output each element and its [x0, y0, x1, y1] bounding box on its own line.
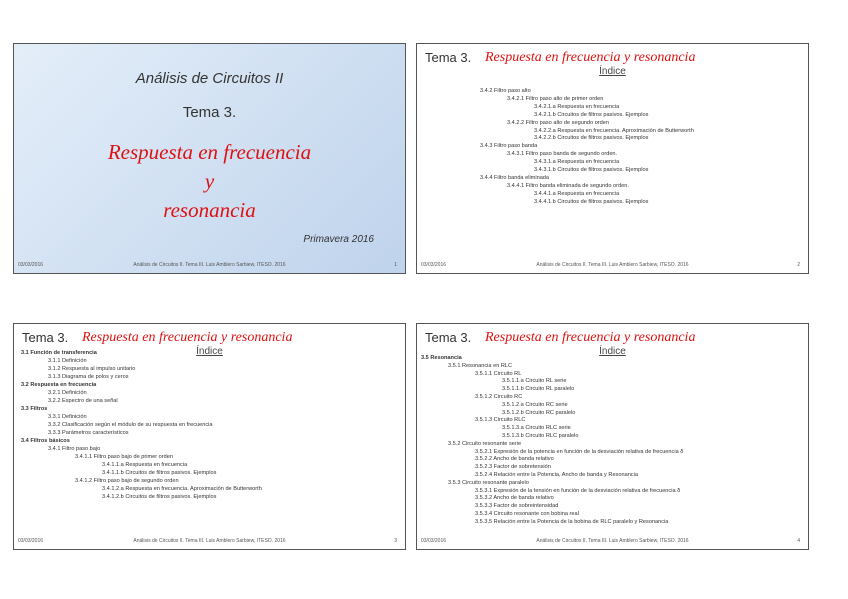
toc-item: 3.1.1 Definición — [48, 358, 87, 364]
slide-footer — [18, 262, 401, 270]
toc-item: 3.5.3.3 Factor de sobreintensidad — [475, 503, 559, 510]
tema-label: Tema 3. — [182, 104, 237, 121]
toc-item: 3.4.1 Filtro paso bajo — [48, 446, 101, 452]
toc-item: 3.4.2.2 Filtro paso alto de segundo orden — [507, 119, 610, 126]
toc-item: 3.4.2.1.b Circuitos de filtros pasivos. Ejemplos — [534, 111, 649, 118]
toc-item: 3.1.3 Diagrama de polos y ceros — [48, 374, 129, 380]
toc-item: 3.2 Respuesta en frecuencia — [21, 382, 97, 388]
footer-text: Análisis de Circuitos II. Tema III. Luis Amblero Sarbiew, ITESO. 2016 — [536, 262, 689, 268]
toc-item: 3.4.3 Filtro paso banda — [480, 143, 538, 150]
toc-item: 3.5.1.3.a Circuito RLC serie — [502, 425, 571, 432]
toc-item: 3.4.2.2.a Respuesta en frecuencia. Aproximación de Butterworth — [534, 127, 694, 134]
toc-item: 3.4.1.1.b Circuitos de filtros pasivos. Ejemplos — [102, 470, 217, 476]
toc-item: 3.5.1.3 Circuito RLC — [475, 417, 526, 424]
toc-item: 3.4.2.2.b Circuitos de filtros pasivos. Ejemplos — [534, 135, 649, 142]
course-subtitle: Análisis de Circuitos II — [135, 70, 284, 87]
slide-title: Respuesta en frecuencia y resonancia — [82, 330, 293, 345]
toc-item: 3.3.2 Clasificación según el módulo de su respuesta en frecuencia — [48, 422, 213, 428]
toc-item: 3.2.2 Espectro de una señal — [48, 398, 118, 404]
table-of-contents — [417, 324, 808, 549]
toc-item: 3.4.1.2 Filtro paso bajo de segundo orden — [75, 478, 179, 484]
slide-title — [14, 138, 405, 225]
slide-title: Respuesta en frecuencia y resonancia — [485, 330, 696, 345]
toc-item: 3.5.1.3.b Circuito RLC paralelo — [502, 433, 579, 439]
toc-item: 3.3 Filtros — [21, 406, 48, 412]
toc-item: 3.4.2.1.a Respuesta en frecuencia — [534, 103, 620, 110]
toc-item: 3.4.4.1 Filtro banda eliminada de segundo orden. — [507, 182, 629, 189]
slide-footer — [421, 262, 804, 270]
toc-item: 3.5.3.2 Ancho de banda relativo — [475, 495, 554, 502]
toc-item: 3.5.1.1.a Circuito RL serie — [502, 378, 567, 385]
toc-item: 3.5.1.2 Circuito RC — [475, 394, 523, 400]
toc-item: 3.5.3.1 Expresión de la tensión en función de la desviación relativa de frecuencia δ — [475, 487, 681, 494]
toc-item: 3.1 Función de transferencia — [21, 350, 97, 356]
toc-item: 3.5.2.1 Expresión de la potencia en función de la desviación relativa de frecuencia δ — [475, 448, 684, 455]
toc-item: 3.4.4.1.a Respuesta en frecuencia — [534, 190, 620, 197]
slide-footer — [421, 538, 804, 546]
toc-item: 3.2.1 Definición — [48, 390, 87, 396]
toc-item: 3.4.1.2.b Circuitos de filtros pasivos. Ejemplos — [102, 494, 217, 500]
footer-text: Análisis de Circuitos II. Tema III. Luis Amblero Sarbiew, ITESO. 2016 — [133, 538, 286, 544]
toc-item: 3.4 Filtros básicos — [21, 438, 70, 444]
toc-item: 3.4.1.1 Filtro paso bajo de primer orden — [75, 454, 173, 460]
toc-item: 3.4.1.1.a Respuesta en frecuencia — [102, 462, 188, 468]
toc-item: 3.4.3.1 Filtro paso banda de segundo orden. — [507, 151, 618, 158]
toc-item: 3.1.2 Respuesta al impulso unitario — [48, 366, 136, 372]
table-of-contents — [417, 44, 808, 273]
toc-item: 3.4.3.1.a Respuesta en frecuencia — [534, 159, 620, 166]
footer-page-number: 2 — [797, 262, 800, 268]
slide-title: Respuesta en frecuencia y resonancia — [485, 50, 696, 65]
toc-item: 3.4.1.2.a Respuesta en frecuencia. Aproximación de Butterworth — [102, 486, 262, 492]
toc-item: 3.5.1.2.a Circuito RC serie — [502, 401, 568, 408]
tema-label: Tema 3. — [425, 50, 472, 65]
toc-item: 3.5.2.4 Relación entre la Potencia, Ancho de banda y Resonancia — [475, 472, 638, 478]
toc-item: 3.4.2.1 Filtro paso alto de primer orden — [507, 95, 604, 102]
footer-date: 03/03/2016 — [18, 262, 44, 268]
footer-date: 03/03/2016 — [421, 538, 447, 544]
tema-label: Tema 3. — [22, 330, 69, 345]
toc-item: 3.3.1 Definición — [48, 414, 87, 420]
toc-item: 3.4.2 Filtro paso alto — [480, 88, 531, 94]
toc-item: 3.4.4 Filtro banda eliminada — [480, 174, 550, 181]
footer-page-number: 3 — [394, 538, 397, 544]
footer-page-number: 1 — [394, 262, 397, 268]
footer-text: Análisis de Circuitos II. Tema III. Luis Amblero Sarbiew, ITESO. 2016 — [133, 262, 286, 268]
toc-item: 3.5.1.2.b Circuito RC paralelo — [502, 409, 576, 416]
toc-item: 3.5.1.1.b Circuito RL paralelo — [502, 386, 575, 393]
slide-2 — [416, 43, 809, 274]
toc-item: 3.3.3 Parámetros característicos — [48, 430, 129, 436]
toc-item: 3.5.3 Circuito resonante paralelo — [448, 479, 529, 486]
toc-item: 3.4.3.1.b Circuitos de filtros pasivos. Ejemplos — [534, 167, 649, 173]
toc-item: 3.5 Resonancia — [421, 355, 462, 361]
slide-1 — [13, 43, 406, 274]
toc-item: 3.5.2 Circuito resonante serie — [448, 440, 522, 447]
toc-item: 3.5.2.2 Ancho de banda relativo — [475, 456, 554, 463]
footer-page-number: 4 — [797, 538, 800, 544]
slide-footer — [18, 538, 401, 546]
title-line: y — [204, 169, 215, 193]
toc-item: 3.5.1.1 Circuito RL — [475, 370, 522, 377]
title-line: Respuesta en frecuencia — [107, 140, 312, 164]
indice-heading: Índice — [599, 66, 626, 77]
footer-date: 03/03/2016 — [18, 538, 44, 544]
title-line: resonancia — [163, 198, 256, 222]
tema-label: Tema 3. — [425, 330, 472, 345]
toc-item: 3.5.3.5 Relación entre la Potencia de la bobina de RLC paralelo y Resonancia — [475, 518, 669, 525]
table-of-contents — [14, 324, 405, 549]
toc-item: 3.5.2.3 Factor de sobretensión — [475, 464, 551, 471]
semester-label: Primavera 2016 — [303, 234, 374, 245]
indice-heading: Índice — [196, 346, 223, 357]
toc-item: 3.5.1 Resonancia en RLC — [448, 362, 513, 369]
footer-date: 03/03/2016 — [421, 262, 447, 268]
toc-item: 3.5.3.4 Circuito resonante con bobina real — [475, 511, 579, 517]
toc-item: 3.4.4.1.b Circuitos de filtros pasivos. Ejemplos — [534, 198, 649, 205]
slide-4 — [416, 323, 809, 550]
indice-heading: Índice — [599, 346, 626, 357]
slide-3 — [13, 323, 406, 550]
footer-text: Análisis de Circuitos II. Tema III. Luis Amblero Sarbiew, ITESO. 2016 — [536, 538, 689, 544]
